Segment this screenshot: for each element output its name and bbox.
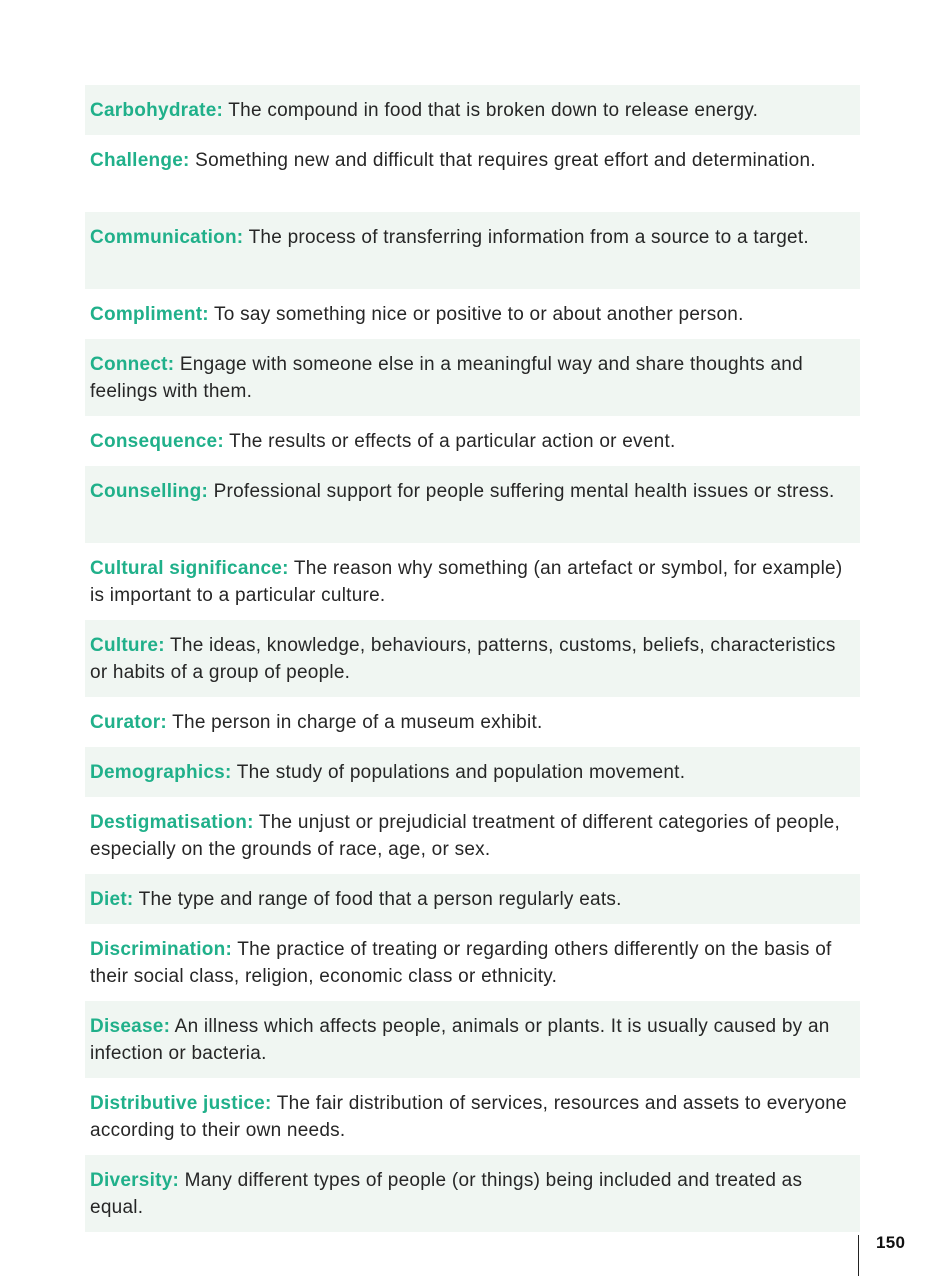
glossary-term: Challenge: xyxy=(90,150,190,171)
glossary-term: Cultural significance: xyxy=(90,558,289,579)
glossary-term: Carbohydrate: xyxy=(90,100,224,121)
glossary-list xyxy=(85,85,860,1232)
glossary-definition: The results or effects of a particular action or event. xyxy=(229,431,676,452)
glossary-entry-culture xyxy=(85,620,860,697)
glossary-term: Connect: xyxy=(90,354,175,375)
glossary-entry-curator xyxy=(85,697,860,747)
glossary-definition: The study of populations and population movement. xyxy=(236,762,686,783)
glossary-entry-discrimination xyxy=(85,924,860,1001)
glossary-term: Distributive justice: xyxy=(90,1093,272,1114)
glossary-definition: Engage with someone else in a meaningful way and share thoughts and feelings with them. xyxy=(90,354,803,402)
glossary-entry-challenge xyxy=(85,135,860,212)
glossary-definition: An illness which affects people, animals or plants. It is usually caused by an infection or bacteria. xyxy=(90,1016,830,1064)
glossary-definition: The reason why something (an artefact or symbol, for example) is important to a particular culture. xyxy=(90,558,843,606)
glossary-definition: The ideas, knowledge, behaviours, patterns, customs, beliefs, characteristics or habits of a group of people. xyxy=(90,635,836,683)
glossary-entry-communication xyxy=(85,212,860,289)
glossary-definition: The type and range of food that a person regularly eats. xyxy=(138,889,622,910)
glossary-term: Discrimination: xyxy=(90,939,233,960)
glossary-definition: The fair distribution of services, resources and assets to everyone according to their own needs. xyxy=(90,1093,847,1141)
glossary-entry-disease xyxy=(85,1001,860,1078)
glossary-entry-consequence xyxy=(85,416,860,466)
glossary-term: Disease: xyxy=(90,1016,171,1037)
glossary-term: Culture: xyxy=(90,635,165,656)
glossary-definition: The compound in food that is broken down to release energy. xyxy=(228,100,759,121)
glossary-entry-diversity xyxy=(85,1155,860,1232)
glossary-term: Consequence: xyxy=(90,431,224,452)
glossary-entry-distributive-justice xyxy=(85,1078,860,1155)
glossary-term: Destigmatisation: xyxy=(90,812,254,833)
glossary-entry-carbohydrate xyxy=(85,85,860,135)
page-number-divider xyxy=(858,1235,859,1276)
glossary-definition: The person in charge of a museum exhibit. xyxy=(172,712,543,733)
glossary-definition: The practice of treating or regarding others differently on the basis of their social class, religion, economic class or ethnicity. xyxy=(90,939,832,987)
glossary-entry-connect xyxy=(85,339,860,416)
glossary-definition: The process of transferring information from a source to a target. xyxy=(248,227,809,248)
glossary-entry-compliment xyxy=(85,289,860,339)
glossary-term: Counselling: xyxy=(90,481,209,502)
glossary-term: Diet: xyxy=(90,889,134,910)
glossary-entry-destigmatisation xyxy=(85,797,860,874)
glossary-definition: Something new and difficult that requires great effort and determination. xyxy=(195,150,816,171)
glossary-entry-cultural-significance xyxy=(85,543,860,620)
glossary-entry-diet xyxy=(85,874,860,924)
glossary-term: Demographics: xyxy=(90,762,232,783)
glossary-definition: Professional support for people suffering mental health issues or stress. xyxy=(213,481,835,502)
glossary-entry-demographics xyxy=(85,747,860,797)
glossary-term: Curator: xyxy=(90,712,167,733)
glossary-term: Communication: xyxy=(90,227,244,248)
glossary-definition: The unjust or prejudicial treatment of different categories of people, especially on the grounds of race, age, or sex. xyxy=(90,812,841,860)
glossary-term: Diversity: xyxy=(90,1170,180,1191)
glossary-definition: To say something nice or positive to or about another person. xyxy=(214,304,744,325)
glossary-definition: Many different types of people (or things) being included and treated as equal. xyxy=(90,1170,803,1218)
page-number: 150 xyxy=(876,1233,906,1252)
glossary-entry-counselling xyxy=(85,466,860,543)
glossary-term: Compliment: xyxy=(90,304,209,325)
